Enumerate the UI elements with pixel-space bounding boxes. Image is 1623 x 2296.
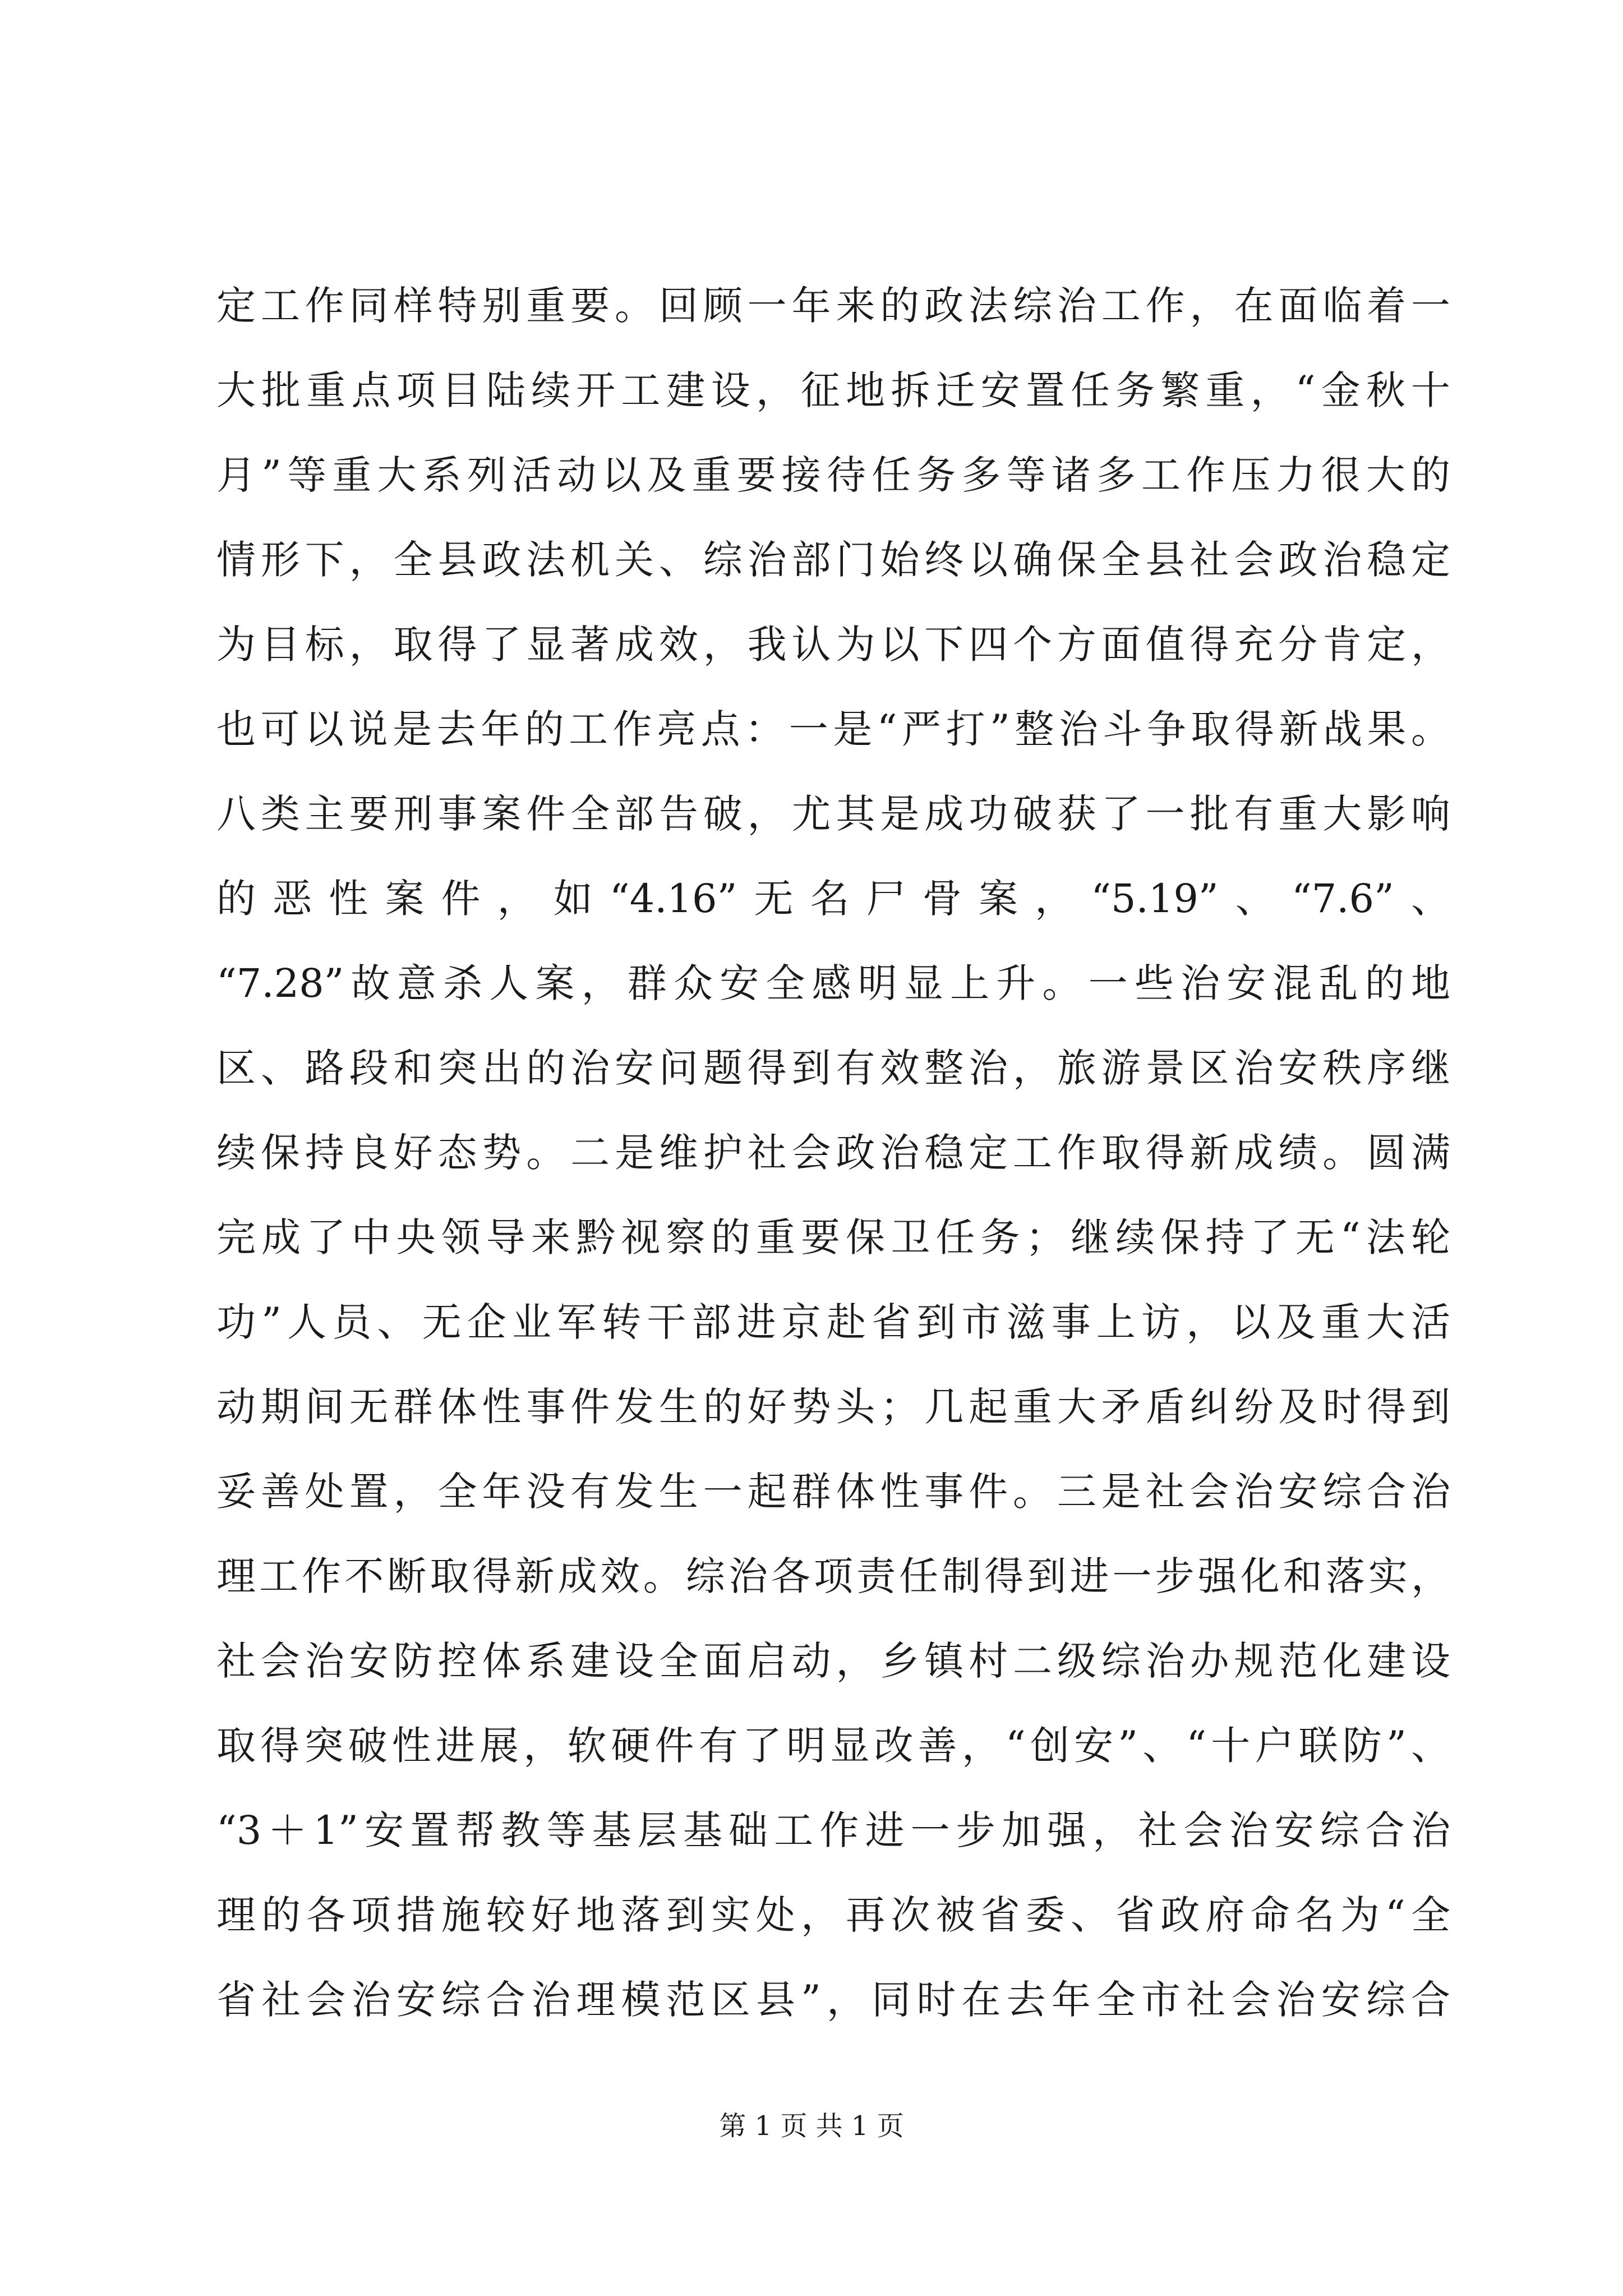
- text-line: 妥善处置，全年没有发生一起群体性事件。三是社会治安综合治: [216, 1469, 1450, 1515]
- text-line: 大批重点项目陆续开工建设，征地拆迁安置任务繁重，“金秋十: [216, 367, 1450, 413]
- text-line: 社会治安防控体系建设全面启动，乡镇村二级综治办规范化建设: [216, 1638, 1450, 1684]
- text-line: “3＋1”安置帮教等基层基础工作进一步加强，社会治安综合治: [216, 1807, 1450, 1853]
- text-line: 省社会治安综合治理模范区县”，同时在去年全市社会治安综合: [216, 1977, 1450, 2023]
- text-line: 为目标，取得了显著成效，我认为以下四个方面值得充分肯定，: [216, 622, 1450, 668]
- text-line: 区、路段和突出的治安问题得到有效整治，旅游景区治安秩序继: [216, 1045, 1450, 1091]
- text-line: 理工作不断取得新成效。综治各项责任制得到进一步强化和落实，: [216, 1553, 1450, 1599]
- text-line: 续保持良好态势。二是维护社会政治稳定工作取得新成绩。圆满: [216, 1130, 1450, 1176]
- text-line: 月”等重大系列活动以及重要接待任务多等诸多工作压力很大的: [216, 452, 1450, 498]
- text-line: “7.28”故意杀人案，群众安全感明显上升。一些治安混乱的地: [216, 960, 1450, 1006]
- text-line: 定工作同样特别重要。回顾一年来的政法综治工作，在面临着一: [216, 283, 1450, 329]
- text-line: 也可以说是去年的工作亮点：一是“严打”整治斗争取得新战果。: [216, 706, 1450, 752]
- text-line: 理的各项措施较好地落到实处，再次被省委、省政府命名为“全: [216, 1892, 1450, 1938]
- page-number-label: 第 1 页 共 1 页: [719, 2110, 904, 2142]
- text-line: 完成了中央领导来黔视察的重要保卫任务；继续保持了无“法轮: [216, 1214, 1450, 1260]
- body-text: [216, 264, 1450, 2042]
- page-footer: [0, 2109, 1623, 2143]
- text-line: 取得突破性进展，软硬件有了明显改善，“创安”、“十户联防”、: [216, 1723, 1450, 1769]
- text-line: 情形下，全县政法机关、综治部门始终以确保全县社会政治稳定: [216, 537, 1450, 583]
- text-line: 的恶性案件，如“4.16”无名尸骨案，“5.19”、“7.6”、: [216, 876, 1450, 922]
- text-line: 功”人员、无企业军转干部进京赴省到市滋事上访，以及重大活: [216, 1299, 1450, 1345]
- text-line: 动期间无群体性事件发生的好势头；几起重大矛盾纠纷及时得到: [216, 1384, 1450, 1430]
- text-line: 八类主要刑事案件全部告破，尤其是成功破获了一批有重大影响: [216, 791, 1450, 837]
